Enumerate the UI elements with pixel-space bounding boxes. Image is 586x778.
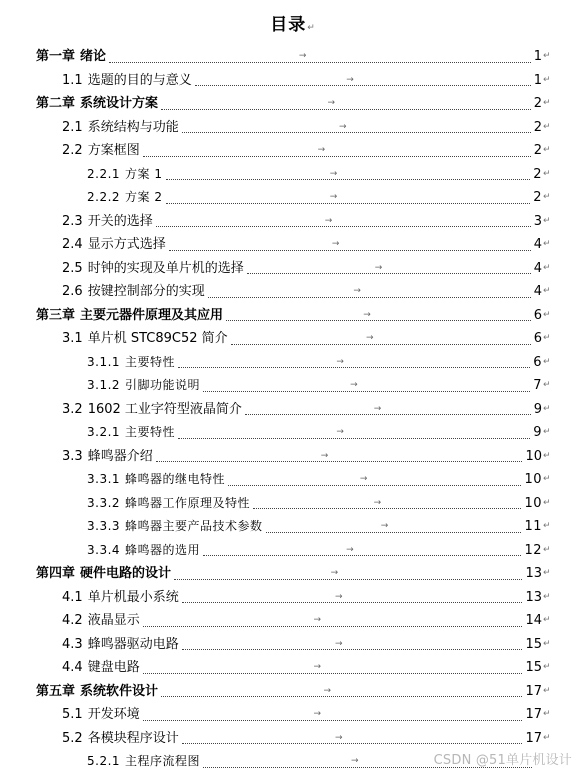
tab-arrow-icon: → <box>359 474 368 484</box>
tab-arrow-icon: → <box>298 51 307 61</box>
toc-entry-heading <box>62 590 179 605</box>
page-number: 9 <box>533 425 542 440</box>
toc-entry-heading <box>36 684 158 699</box>
page-number: 7 <box>533 378 542 393</box>
page-number: 1 <box>533 72 542 88</box>
tab-arrow-icon: → <box>329 192 338 202</box>
toc-entry-text: 系统结构与功能 <box>87 119 179 135</box>
toc-entry-number: 3.2.1 <box>87 425 121 439</box>
toc-entry-text: 键盘电路 <box>87 660 140 675</box>
toc-entry[interactable] <box>0 398 586 422</box>
toc-entry-page <box>533 374 552 398</box>
dot-leader <box>143 626 522 627</box>
dot-leader <box>143 720 522 721</box>
tab-arrow-icon: → <box>313 709 322 719</box>
toc-list <box>0 45 586 774</box>
toc-entry-text: 各模块程序设计 <box>87 730 179 746</box>
toc-entry-text: 开关的选择 <box>87 213 153 229</box>
tab-arrow-icon: → <box>350 380 359 390</box>
toc-entry-number: 3.1 <box>62 331 83 346</box>
paragraph-mark-icon: ↵ <box>543 121 551 132</box>
page-number: 10 <box>525 448 542 464</box>
page-number: 2 <box>533 143 542 158</box>
paragraph-mark-icon: ↵ <box>543 215 551 226</box>
dot-leader <box>247 273 531 274</box>
paragraph-mark-icon: ↵ <box>543 497 552 508</box>
paragraph-mark-icon: ↵ <box>543 51 551 61</box>
page-number: 17 <box>525 707 542 722</box>
toc-entry-text: 主要元器件原理及其应用 <box>80 307 224 323</box>
dot-leader <box>156 461 522 462</box>
toc-entry-text: 主要特性 <box>125 354 176 369</box>
paragraph-mark-icon: ↵ <box>543 568 551 578</box>
toc-entry-page <box>533 280 551 304</box>
toc-entry-number: 4.4 <box>62 660 83 675</box>
page-number: 4 <box>533 237 542 252</box>
dot-leader <box>182 602 522 603</box>
paragraph-mark-icon: ↵ <box>543 262 551 273</box>
toc-entry-text: 蜂鸣器的继电特性 <box>125 472 226 486</box>
toc-entry-heading <box>36 308 223 323</box>
toc-entry-number: 4.2 <box>62 613 83 628</box>
toc-entry[interactable] <box>0 327 586 351</box>
toc-entry-heading <box>87 425 175 439</box>
toc-entry-heading <box>87 190 163 204</box>
toc-entry-heading <box>62 143 140 158</box>
toc-entry[interactable] <box>0 445 586 469</box>
dot-leader <box>195 85 531 86</box>
toc-entry-number: 2.2.1 <box>87 166 121 181</box>
toc-entry-page <box>533 233 551 257</box>
dot-leader <box>166 179 530 180</box>
paragraph-mark-icon: ↵ <box>543 403 551 414</box>
tab-arrow-icon: → <box>330 568 339 578</box>
toc-entry-text: 单片机 STC89C52 简介 <box>87 331 228 346</box>
toc-entry[interactable] <box>0 163 586 187</box>
toc-title: 目录↵ <box>270 15 316 35</box>
dot-leader <box>161 696 522 697</box>
paragraph-mark-icon: ↵ <box>543 98 551 108</box>
toc-entry-heading <box>87 472 225 486</box>
toc-entry-number: 2.2.2 <box>87 190 121 204</box>
dot-leader <box>182 132 531 133</box>
tab-arrow-icon: → <box>346 544 355 555</box>
toc-entry-text: 开发环境 <box>87 707 140 722</box>
toc-entry-number: 4.3 <box>62 636 83 652</box>
toc-entry-heading <box>62 237 166 252</box>
toc-entry-heading <box>62 707 140 722</box>
toc-entry-text: 时钟的实现及单片机的选择 <box>87 260 244 276</box>
tab-arrow-icon: → <box>336 356 345 367</box>
toc-entry[interactable] <box>0 609 586 633</box>
toc-entry-heading <box>62 613 140 628</box>
tab-arrow-icon: → <box>313 615 322 625</box>
toc-entry-heading <box>87 355 175 369</box>
tab-arrow-icon: → <box>363 309 371 320</box>
toc-entry-number: 第二章 <box>36 96 76 111</box>
tab-arrow-icon: → <box>374 262 383 273</box>
tab-arrow-icon: → <box>335 638 343 649</box>
toc-entry-text: 蜂鸣器介绍 <box>87 448 153 464</box>
toc-entry-number: 1.1 <box>62 72 83 88</box>
toc-entry-number: 3.3.3 <box>87 519 121 533</box>
page-number: 15 <box>525 660 542 675</box>
toc-entry-page <box>525 609 551 633</box>
toc-entry-page <box>525 680 551 704</box>
paragraph-mark-icon: ↵ <box>543 662 551 672</box>
toc-entry[interactable] <box>0 139 586 163</box>
toc-entry[interactable] <box>0 351 586 375</box>
toc-entry-text: 显示方式选择 <box>87 237 166 252</box>
paragraph-mark-icon: ↵ <box>543 427 552 437</box>
toc-entry-page <box>533 351 552 375</box>
toc-entry[interactable] <box>0 304 586 328</box>
page-number: 9 <box>533 401 542 417</box>
page-number: 17 <box>525 730 542 746</box>
paragraph-mark-icon: ↵ <box>307 23 316 33</box>
paragraph-mark-icon: ↵ <box>543 74 551 85</box>
toc-entry-page <box>525 656 551 680</box>
toc-entry-heading <box>87 754 200 768</box>
toc-entry-page <box>533 69 551 93</box>
toc-entry[interactable] <box>0 69 586 93</box>
toc-entry-text: 引脚功能说明 <box>125 378 201 392</box>
paragraph-mark-icon: ↵ <box>543 638 551 649</box>
toc-entry-page <box>533 92 551 116</box>
toc-entry-text: 硬件电路的设计 <box>80 566 172 581</box>
toc-entry-text: 系统软件设计 <box>80 683 159 699</box>
toc-entry-text: 按键控制部分的实现 <box>87 284 205 299</box>
toc-entry-page <box>524 468 552 492</box>
tab-arrow-icon: → <box>353 286 361 296</box>
toc-entry-heading <box>36 96 158 111</box>
paragraph-mark-icon: ↵ <box>543 474 552 484</box>
toc-entry-heading <box>62 331 228 346</box>
dot-leader <box>143 156 531 157</box>
toc-entry-heading <box>87 167 163 181</box>
toc-entry-heading <box>62 731 179 746</box>
paragraph-mark-icon: ↵ <box>543 709 551 719</box>
page-number: 4 <box>533 284 542 299</box>
toc-entry-text: 蜂鸣器的选用 <box>125 542 201 557</box>
tab-arrow-icon: → <box>346 74 354 85</box>
paragraph-mark-icon: ↵ <box>543 380 552 390</box>
dot-leader <box>245 414 531 415</box>
toc-entry[interactable] <box>0 703 586 727</box>
page-number: 6 <box>533 354 542 370</box>
toc-entry-heading <box>62 73 192 88</box>
tab-arrow-icon: → <box>335 732 343 743</box>
dot-leader <box>161 109 531 110</box>
page-number: 3 <box>533 213 542 229</box>
toc-entry-number: 3.3.1 <box>87 472 121 486</box>
page-number: 11 <box>524 519 542 534</box>
toc-entry[interactable] <box>0 116 586 140</box>
toc-entry[interactable] <box>0 633 586 657</box>
page-number: 13 <box>525 566 542 581</box>
toc-entry-heading <box>62 660 140 675</box>
toc-entry-number: 2.5 <box>62 260 83 276</box>
tab-arrow-icon: → <box>323 685 331 696</box>
toc-entry-page <box>525 586 551 610</box>
dot-leader <box>228 485 521 486</box>
toc-entry-text: 绪论 <box>80 49 107 64</box>
toc-entry-text: 液晶显示 <box>87 613 140 628</box>
toc-entry-number: 2.6 <box>62 284 83 299</box>
toc-entry-page <box>533 45 551 69</box>
paragraph-mark-icon: ↵ <box>543 685 551 696</box>
tab-arrow-icon: → <box>329 168 338 179</box>
toc-entry-page <box>525 703 551 727</box>
toc-entry-text: 系统设计方案 <box>80 96 159 111</box>
toc-entry-heading <box>62 261 244 276</box>
watermark: CSDN @51单片机设计 <box>433 753 572 768</box>
page-number: 13 <box>525 589 542 605</box>
toc-entry-number: 第三章 <box>36 307 76 323</box>
toc-entry-number: 第五章 <box>36 683 76 699</box>
toc-entry-number: 3.3.4 <box>87 542 121 557</box>
paragraph-mark-icon: ↵ <box>543 239 551 249</box>
toc-entry-number: 第四章 <box>36 566 76 581</box>
tab-arrow-icon: → <box>339 121 347 132</box>
toc-entry-number: 第一章 <box>36 49 76 64</box>
tab-arrow-icon: → <box>324 215 333 226</box>
page-number: 15 <box>525 636 542 652</box>
tab-arrow-icon: → <box>373 497 382 508</box>
toc-entry[interactable] <box>0 586 586 610</box>
toc-entry-page <box>533 116 551 140</box>
paragraph-mark-icon: ↵ <box>543 615 551 625</box>
toc-entry-number: 3.3 <box>62 448 83 464</box>
paragraph-mark-icon: ↵ <box>543 521 552 531</box>
toc-entry-text: 蜂鸣器工作原理及特性 <box>125 495 251 510</box>
toc-entry-number: 4.1 <box>62 589 83 605</box>
tab-arrow-icon: → <box>313 662 322 672</box>
toc-entry-page <box>533 421 552 445</box>
toc-entry-page <box>533 163 552 187</box>
dot-leader <box>182 743 522 744</box>
toc-entry-number: 3.3.2 <box>87 495 121 510</box>
paragraph-mark-icon: ↵ <box>543 145 551 155</box>
tab-arrow-icon: → <box>320 450 329 461</box>
toc-entry[interactable] <box>0 515 586 539</box>
toc-entry[interactable] <box>0 374 586 398</box>
toc-entry-number: 3.2 <box>62 401 83 417</box>
toc-entry-heading <box>87 543 200 557</box>
tab-arrow-icon: → <box>331 239 340 249</box>
toc-entry-heading <box>62 637 179 652</box>
toc-entry[interactable] <box>0 492 586 516</box>
toc-entry-number: 3.1.2 <box>87 378 121 392</box>
page-number: 17 <box>525 683 542 699</box>
page-number: 2 <box>533 190 542 205</box>
page-number: 6 <box>533 331 542 346</box>
toc-entry-heading <box>62 402 242 417</box>
paragraph-mark-icon: ↵ <box>543 192 552 202</box>
tab-arrow-icon: → <box>335 591 343 602</box>
toc-entry[interactable] <box>0 92 586 116</box>
dot-leader <box>178 367 530 368</box>
tab-arrow-icon: → <box>327 98 336 108</box>
tab-arrow-icon: → <box>366 333 374 343</box>
toc-entry[interactable] <box>0 233 586 257</box>
toc-entry-page <box>524 539 552 563</box>
toc-entry-heading <box>62 214 153 229</box>
toc-entry[interactable] <box>0 421 586 445</box>
dot-leader <box>208 297 531 298</box>
toc-entry[interactable] <box>0 45 586 69</box>
toc-entry-page <box>533 327 551 351</box>
page-number: 1 <box>533 49 542 64</box>
toc-entry-heading <box>62 449 153 464</box>
toc-entry-page <box>525 633 551 657</box>
toc-entry-page <box>533 139 551 163</box>
toc-entry-text: 方案 2 <box>125 190 163 204</box>
toc-entry-text: 蜂鸣器驱动电路 <box>87 636 179 652</box>
dot-leader <box>182 649 522 650</box>
dot-leader <box>266 532 521 533</box>
toc-entry-page <box>533 398 551 422</box>
toc-entry-page <box>533 186 552 210</box>
toc-entry-number: 2.3 <box>62 213 83 229</box>
tab-arrow-icon: → <box>336 427 345 437</box>
toc-entry[interactable] <box>0 727 586 751</box>
toc-entry-number: 3.1.1 <box>87 354 121 369</box>
page-number: 2 <box>533 119 542 135</box>
tab-arrow-icon: → <box>351 756 360 766</box>
dot-leader <box>253 508 521 509</box>
paragraph-mark-icon: ↵ <box>543 544 552 555</box>
toc-entry-heading <box>87 519 263 533</box>
toc-entry[interactable] <box>0 257 586 281</box>
toc-entry[interactable] <box>0 280 586 304</box>
toc-entry-heading <box>36 49 106 64</box>
toc-entry-text: 选题的目的与意义 <box>87 72 192 88</box>
paragraph-mark-icon: ↵ <box>543 333 551 343</box>
toc-entry[interactable] <box>0 186 586 210</box>
dot-leader <box>178 438 530 439</box>
tab-arrow-icon: → <box>380 521 389 531</box>
paragraph-mark-icon: ↵ <box>543 591 551 602</box>
toc-entry-heading <box>62 284 205 299</box>
dot-leader <box>156 226 531 227</box>
toc-entry-number: 5.2.1 <box>87 754 121 768</box>
toc-entry-number: 2.4 <box>62 237 83 252</box>
paragraph-mark-icon: ↵ <box>543 309 551 320</box>
toc-entry-text: 方案 1 <box>125 166 163 181</box>
dot-leader <box>109 62 531 63</box>
page-number: 12 <box>524 542 542 558</box>
dot-leader <box>166 203 530 204</box>
page-number: 2 <box>533 96 542 111</box>
page-number: 2 <box>533 166 542 182</box>
toc-entry-heading <box>87 378 200 392</box>
page-number: 10 <box>524 472 542 487</box>
toc-entry-page <box>525 562 551 586</box>
toc-entry-heading <box>87 496 250 510</box>
paragraph-mark-icon: ↵ <box>543 356 552 367</box>
toc-entry-page <box>533 257 551 281</box>
toc-entry-page <box>525 727 551 751</box>
toc-entry[interactable] <box>0 680 586 704</box>
dot-leader <box>203 391 530 392</box>
paragraph-mark-icon: ↵ <box>543 450 551 461</box>
dot-leader <box>143 673 522 674</box>
toc-entry-number: 5.1 <box>62 707 83 722</box>
page-number: 4 <box>533 260 542 276</box>
paragraph-mark-icon: ↵ <box>543 286 551 296</box>
dot-leader <box>174 579 522 580</box>
toc-entry-heading <box>62 120 179 135</box>
toc-entry-page <box>533 210 551 234</box>
toc-entry-number: 2.1 <box>62 119 83 135</box>
dot-leader <box>169 250 531 251</box>
dot-leader <box>226 320 531 321</box>
toc-entry[interactable] <box>0 468 586 492</box>
toc-entry-text: 蜂鸣器主要产品技术参数 <box>125 519 263 533</box>
paragraph-mark-icon: ↵ <box>543 732 551 743</box>
toc-entry[interactable] <box>0 656 586 680</box>
tab-arrow-icon: → <box>317 145 326 155</box>
toc-entry-page <box>524 492 552 516</box>
toc-entry[interactable] <box>0 210 586 234</box>
dot-leader <box>231 344 531 345</box>
page-number: 10 <box>524 495 542 511</box>
toc-entry-text: 方案框图 <box>87 143 140 158</box>
page-number: 14 <box>525 613 542 628</box>
toc-entry-page <box>524 515 552 539</box>
toc-entry-number: 2.2 <box>62 143 83 158</box>
toc-entry-text: 主程序流程图 <box>125 754 201 768</box>
toc-entry-page <box>525 445 551 469</box>
page-number: 6 <box>533 307 542 323</box>
tab-arrow-icon: → <box>373 403 382 414</box>
paragraph-mark-icon: ↵ <box>543 168 552 179</box>
toc-entry-text: 主要特性 <box>125 425 176 439</box>
toc-entry-page <box>533 304 551 328</box>
dot-leader <box>203 555 521 556</box>
toc-entry-text: 单片机最小系统 <box>87 589 179 605</box>
toc-entry[interactable] <box>0 539 586 563</box>
toc-entry[interactable] <box>0 562 586 586</box>
toc-entry-text: 1602 工业字符型液晶简介 <box>87 401 242 417</box>
toc-entry-number: 5.2 <box>62 730 83 746</box>
toc-entry-heading <box>36 566 171 581</box>
